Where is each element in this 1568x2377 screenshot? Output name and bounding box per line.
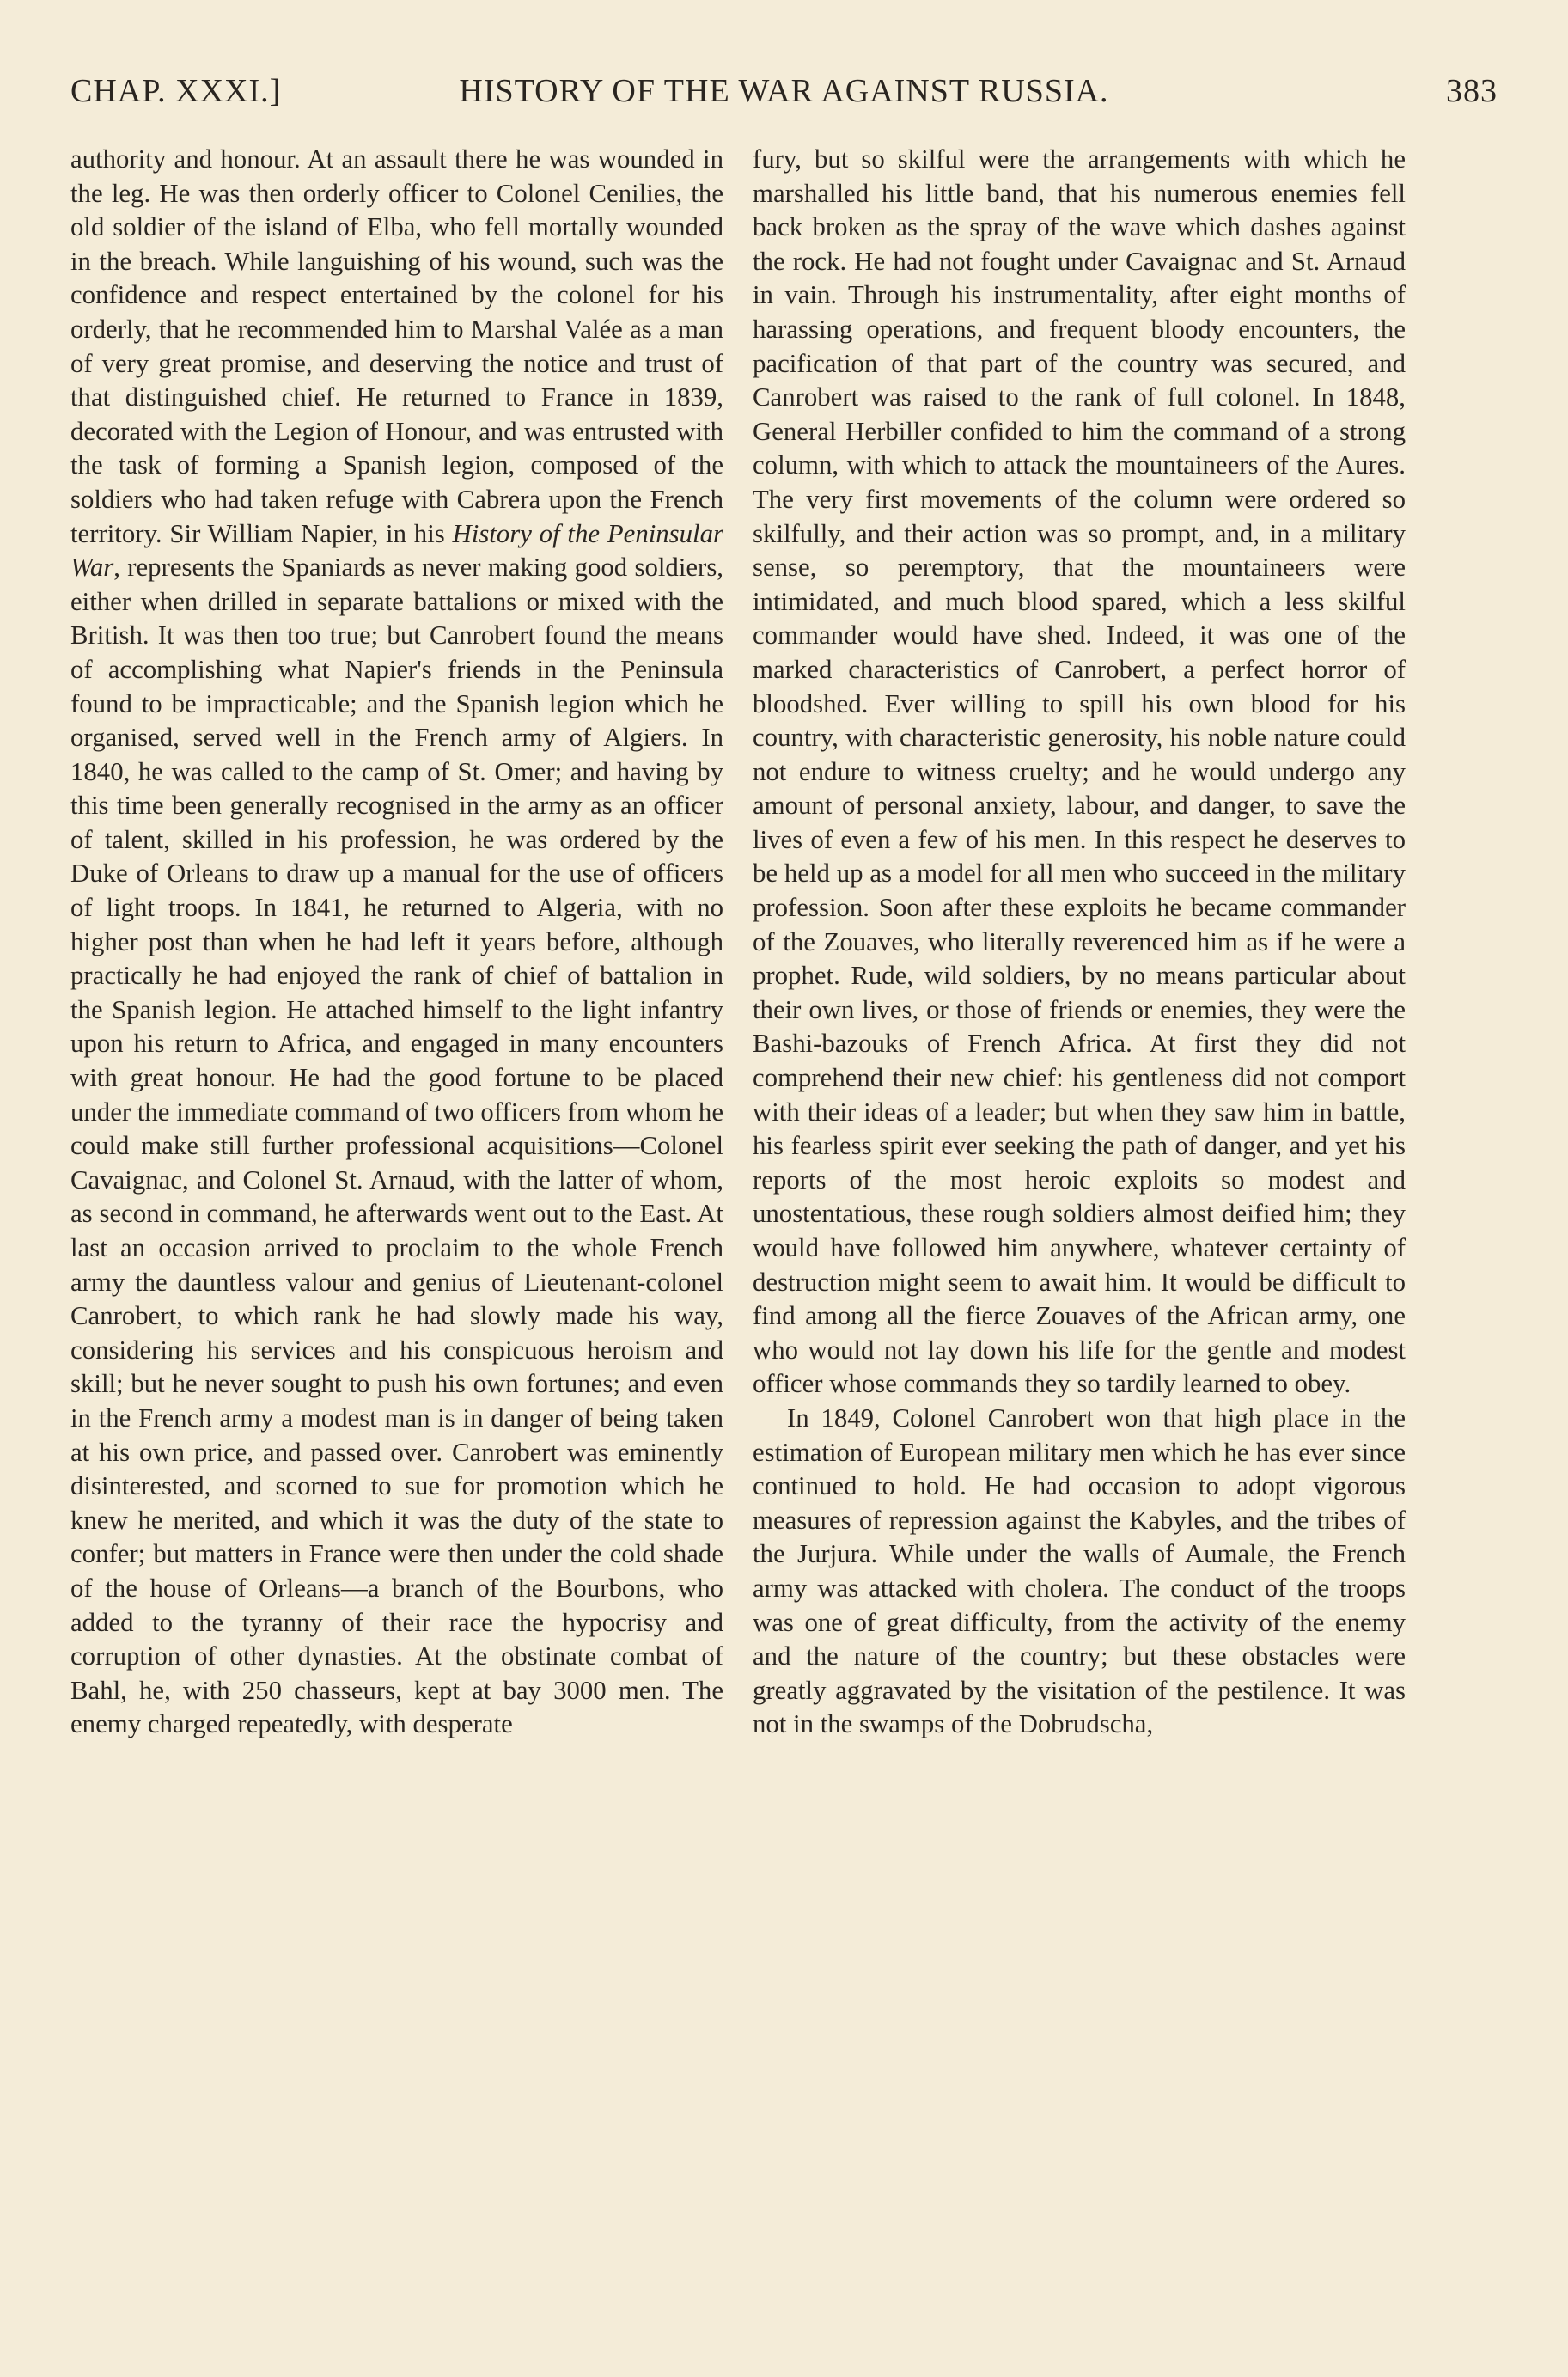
paragraph-text: , represents the Spaniards as never making good soldiers, either when drilled in separate battalions or mixed with the British. It was then too true; but Canrobert found the means of accomplishing what Napier's friends in the Peninsula found to be impracticable; and the Spanish legion which he organised, served well in the French army of Algiers. In 1840, he was called to the camp of St. Omer; and having by this time been generally recognised in the army as an officer of talent, skilled in his profession, he was ordered by the Duke of Orleans to draw up a manual for the use of officers of light troops. In 1841, he returned to Algeria, with no higher post than when he had left it years before, although practically he had enjoyed the rank of chief of battalion in the Spanish legion. He attached himself to the light infantry upon his return to Africa, and engaged in many encounters with great honour. He had the good fortune to be placed under the immediate command of two officers from whom he could make still further professional acquisitions—Colonel Cavaignac, and Colonel St. Arnaud, with the latter of whom, as second in command, he afterwards went out to the East. At last an occasion arrived to proclaim to the whole French army the dauntless valour and genius of Lieutenant-colonel Canrobert, to which rank he had slowly made his way, considering his services and his conspicuous heroism and skill; but he never sought to push his own fortunes; and even in the French army a modest man is in danger of being taken at his own price, and passed over. Canrobert was eminently disinterested, and scorned to sue for promotion which he knew he merited, and which it was the duty of the state to confer; but matters in France were then under the cold shade of the house of Orleans—a branch of the Bourbons, who added to the tyranny of their race the hypocrisy and corruption of other dynasties. At the obstinate combat of Bahl, he, with 250 chasseurs, kept at bay 3000 men. The enemy charged repeatedly, with desperate (70, 553, 723, 1739)
chapter-label: CHAP. XXXI.] (70, 73, 282, 109)
paragraph: In 1849, Colonel Canrobert won that high place in the estimation of European military men which he has ever since continued to hold. He had occasion to adopt vigorous measures of repression against the Kabyles, and the tribes of the Jurjura. While under the walls of Aumale, the French army was attacked with cholera. The conduct of the troops was one of great difficulty, from the activity of the enemy and the nature of the country; but these obstacles were greatly aggravated by the visitation of the pestilence. It was not in the swamps of the Dobrudscha, (753, 1402, 1406, 1739)
paragraph-text: authority and honour. At an assault there he was wounded in the leg. He was then orderly officer to Colonel Cenilies, the old soldier of the island of Elba, who fell mortally wounded in the breach. While languishing of his wound, such was the confidence and respect entertained by the colonel for his orderly, that he recommended him to Marshal Valée as a man of very great promise, and deserving the notice and trust of that distinguished chief. He returned to France in 1839, decorated with the Legion of Honour, and was entrusted with the task of forming a Spanish legion, composed of the soldiers who had taken refuge with Cabrera upon the French territory. Sir William Napier, in his (70, 144, 723, 548)
page-number: 383 (1446, 73, 1498, 109)
running-title: HISTORY OF THE WAR AGAINST RUSSIA. (459, 73, 1109, 109)
paragraph (70, 143, 723, 1742)
right-column (753, 143, 1406, 1742)
running-header (70, 72, 1498, 124)
left-column (70, 143, 723, 1742)
paragraph: fury, but so skilful were the arrangements with which he marshalled his little band, that his numerous enemies fell back broken as the spray of the wave which dashes against the rock. He had not fought under Cavaignac and St. Arnaud in vain. Through his instrumentality, after eight months of harassing operations, and frequent bloody encounters, the pacification of that part of the country was secured, and Canrobert was raised to the rank of full colonel. In 1848, General Herbiller confided to him the command of a strong column, with which to attack the mountaineers of the Aures. The very first movements of the column were ordered so skilfully, and their action was so prompt, and, in a military sense, so peremptory, that the mountaineers were intimidated, and much blood spared, which a less skilful commander would have shed. Indeed, it was one of the marked characteristics of Canrobert, a perfect horror of bloodshed. Ever willing to spill his own blood for his country, with characteristic generosity, his noble nature could not endure to witness cruelty; and he would undergo any amount of personal anxiety, labour, and danger, to save the lives of even a few of his men. In this respect he deserves to be held up as a model for all men who succeed in the military profession. Soon after these exploits he became commander of the Zouaves, who literally reverenced him as if he were a prophet. Rude, wild soldiers, by no means particular about their own lives, or those of friends or enemies, they were the Bashi-bazouks of French Africa. At first they did not comprehend their new chief: his gentleness did not comport with their ideas of a leader; but when they saw him in battle, his fearless spirit ever seeking the path of danger, and yet his reports of the most heroic exploits so modest and unostentatious, these rough soldiers almost deified him; they would have followed him anywhere, whatever certainty of destruction might seem to await him. It would be difficult to find among all the fierce Zouaves of the African army, one who would not lay down his life for the gentle and modest officer whose commands they so tardily learned to obey. (753, 144, 1406, 1399)
book-title-italic: History of the Peninsular War (70, 518, 723, 583)
